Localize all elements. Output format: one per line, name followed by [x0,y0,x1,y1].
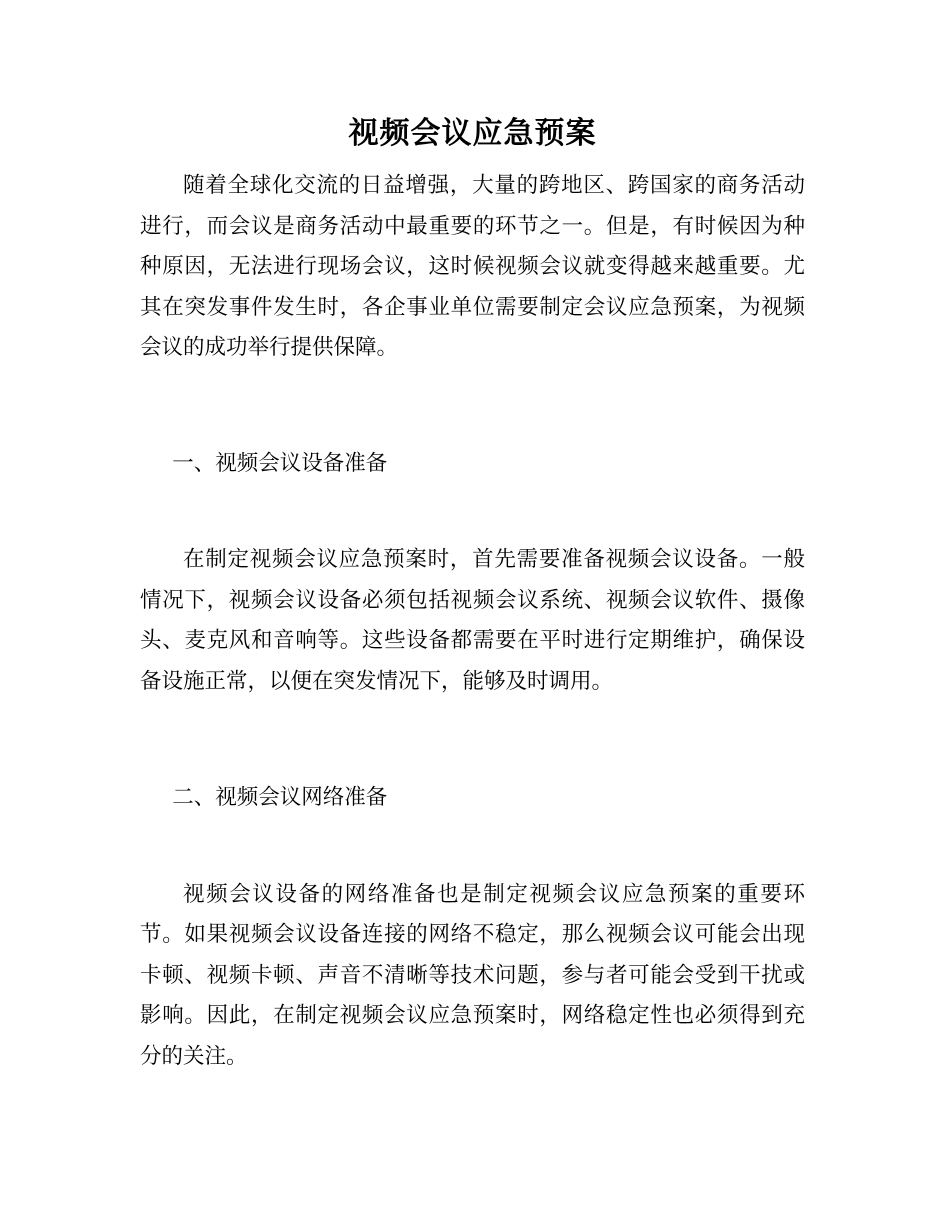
document-title: 视频会议应急预案 [348,116,597,151]
document-page [140,112,805,1077]
section-body-network: 视频会议设备的网络准备也是制定视频会议应急预案的重要环节。如果视频会议设备连接的网络不稳定，那么视频会议可能会出现卡顿、视频卡顿、声音不清晰等技术问题，参与者可能会受到干扰或影响。因此，在制定视频会议应急预案时，网络稳定性也必须得到充分的关注。 [140,881,805,1069]
section-body-equipment: 在制定视频会议应急预案时，首先需要准备视频会议设备。一般情况下，视频会议设备必须包括视频会议系统、视频会议软件、摄像头、麦克风和音响等。这些设备都需要在平时进行定期维护，确保设备设施正常，以便在突发情况下，能够及时调用。 [140,547,805,694]
intro-paragraph: 随着全球化交流的日益增强，大量的跨地区、跨国家的商务活动进行，而会议是商务活动中最重要的环节之一。但是，有时候因为种种原因，无法进行现场会议，这时候视频会议就变得越来越重要。尤其在突发事件发生时，各企事业单位需要制定会议应急预案，为视频会议的成功举行提供保障。 [140,173,805,360]
section-heading-equipment: 一、视频会议设备准备 [172,450,388,476]
section-heading-network: 二、视频会议网络准备 [172,785,388,810]
